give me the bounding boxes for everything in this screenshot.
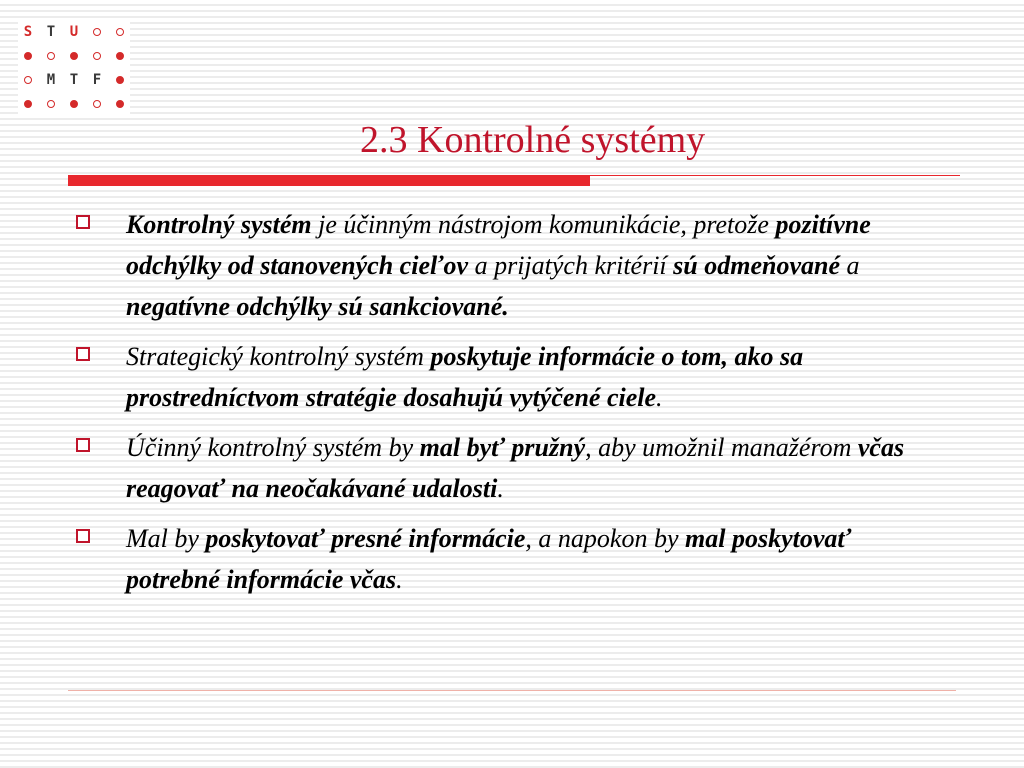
title-underline-thick: [68, 175, 590, 186]
square-bullet-icon: [76, 215, 90, 229]
logo-dot: [110, 70, 130, 90]
bullet-item: [72, 427, 942, 509]
logo-dot: [64, 94, 84, 114]
logo-dot: [41, 94, 61, 114]
logo-dot: [18, 94, 38, 114]
bullet-item: [72, 336, 942, 418]
bullet-item: [72, 204, 942, 327]
stu-mtf-logo: [18, 22, 130, 114]
logo-letter-m: M: [46, 72, 56, 88]
bullet-text: Strategický kontrolný systém poskytuje informácie o tom, ako sa prostredníctvom stratégie dosahujú vytýčené ciele.: [126, 342, 804, 412]
logo-dot: [18, 70, 38, 90]
bullet-text: Účinný kontrolný systém by mal byť pružný, aby umožnil manažérom včas reagovať na neočakávané udalosti.: [126, 433, 905, 503]
logo-letter-f: F: [92, 72, 102, 88]
square-bullet-icon: [76, 438, 90, 452]
logo-letter-s: S: [23, 24, 33, 40]
square-bullet-icon: [76, 529, 90, 543]
logo-letter-t2: T: [69, 72, 79, 88]
logo-dot: [110, 94, 130, 114]
logo-dot: [110, 22, 130, 42]
logo-letter-u: U: [69, 24, 79, 40]
logo-dot: [87, 22, 107, 42]
title-underline-thin: [590, 175, 960, 176]
square-bullet-icon: [76, 347, 90, 361]
footer-rule: [68, 690, 956, 691]
bullet-item: [72, 518, 942, 600]
logo-dot: [64, 46, 84, 66]
logo-dot: [18, 46, 38, 66]
bullet-text: Mal by poskytovať presné informácie, a napokon by mal poskytovať potrebné informácie včas.: [126, 524, 852, 594]
bullet-text: Kontrolný systém je účinným nástrojom komunikácie, pretože pozitívne odchýlky od stanovených cieľov a prijatých kritérií sú odmeňované a negatívne odchýlky sú sankciované.: [126, 210, 871, 321]
logo-dot: [110, 46, 130, 66]
bullet-list: [72, 204, 942, 609]
logo-dot: [87, 94, 107, 114]
logo-dot: [41, 46, 61, 66]
slide-title: 2.3 Kontrolné systémy: [360, 119, 706, 161]
logo-letter-t: T: [46, 24, 56, 40]
logo-dot: [87, 46, 107, 66]
